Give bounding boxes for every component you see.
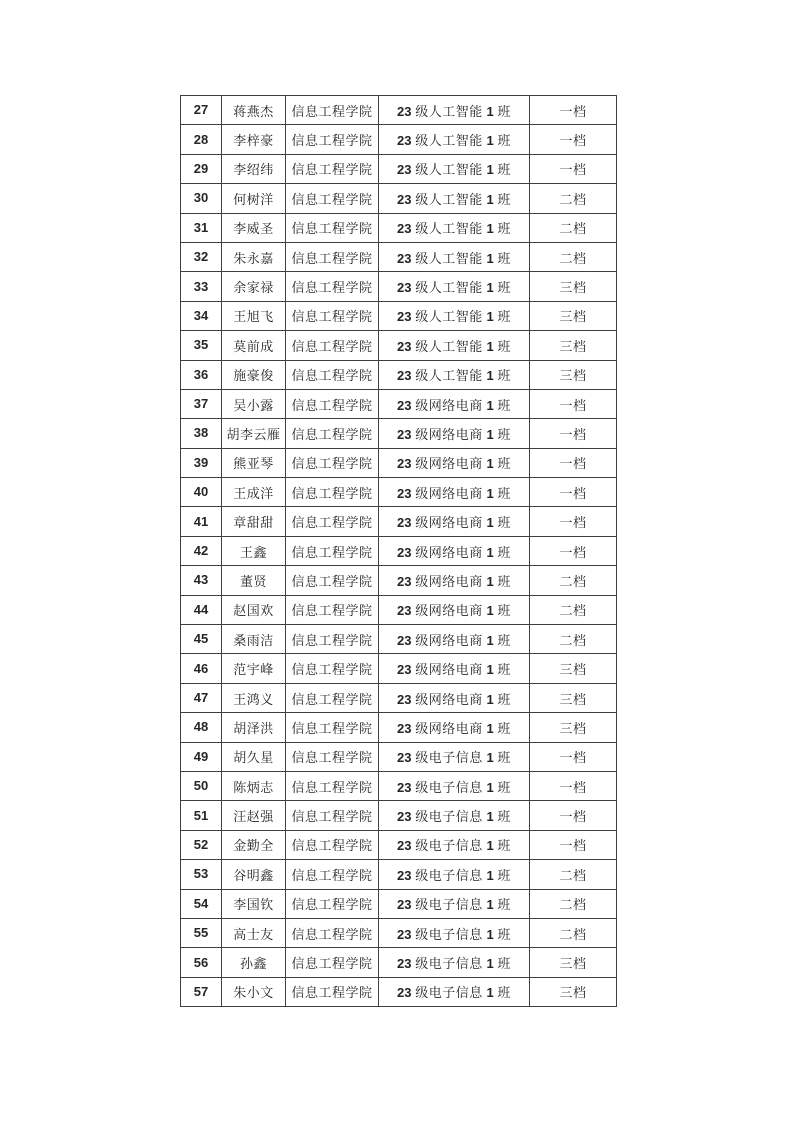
college-name: 信息工程学院	[286, 536, 379, 565]
college-name: 信息工程学院	[286, 566, 379, 595]
row-number: 52	[181, 830, 222, 859]
college-name: 信息工程学院	[286, 801, 379, 830]
table-row	[181, 683, 617, 712]
college-name: 信息工程学院	[286, 360, 379, 389]
student-name: 李绍纬	[222, 154, 286, 183]
student-name: 金勤全	[222, 830, 286, 859]
tier-level: 一档	[530, 771, 617, 800]
class-name: 23 级人工智能 1 班	[379, 213, 530, 242]
tier-level: 二档	[530, 213, 617, 242]
student-name: 李国钦	[222, 889, 286, 918]
table-row	[181, 830, 617, 859]
college-name: 信息工程学院	[286, 125, 379, 154]
tier-level: 一档	[530, 389, 617, 418]
college-name: 信息工程学院	[286, 507, 379, 536]
table-row	[181, 331, 617, 360]
class-name: 23 级电子信息 1 班	[379, 742, 530, 771]
tier-level: 一档	[530, 830, 617, 859]
student-name: 赵国欢	[222, 595, 286, 624]
student-table-body	[181, 96, 617, 1007]
table-row	[181, 154, 617, 183]
college-name: 信息工程学院	[286, 654, 379, 683]
class-name: 23 级人工智能 1 班	[379, 301, 530, 330]
table-row	[181, 771, 617, 800]
class-name: 23 级人工智能 1 班	[379, 96, 530, 125]
row-number: 36	[181, 360, 222, 389]
table-row	[181, 713, 617, 742]
table-row	[181, 272, 617, 301]
college-name: 信息工程学院	[286, 272, 379, 301]
student-name: 胡李云雁	[222, 419, 286, 448]
table-row	[181, 625, 617, 654]
tier-level: 三档	[530, 713, 617, 742]
row-number: 30	[181, 184, 222, 213]
tier-level: 二档	[530, 625, 617, 654]
tier-level: 一档	[530, 742, 617, 771]
table-row	[181, 419, 617, 448]
student-name: 章甜甜	[222, 507, 286, 536]
row-number: 56	[181, 948, 222, 977]
student-name: 施豪俊	[222, 360, 286, 389]
college-name: 信息工程学院	[286, 948, 379, 977]
class-name: 23 级网络电商 1 班	[379, 478, 530, 507]
table-row	[181, 595, 617, 624]
row-number: 39	[181, 448, 222, 477]
class-name: 23 级人工智能 1 班	[379, 154, 530, 183]
class-name: 23 级网络电商 1 班	[379, 507, 530, 536]
student-name: 朱永嘉	[222, 242, 286, 271]
tier-level: 三档	[530, 331, 617, 360]
row-number: 49	[181, 742, 222, 771]
student-name: 孙鑫	[222, 948, 286, 977]
class-name: 23 级电子信息 1 班	[379, 977, 530, 1006]
student-name: 朱小文	[222, 977, 286, 1006]
college-name: 信息工程学院	[286, 860, 379, 889]
table-row	[181, 536, 617, 565]
tier-level: 一档	[530, 801, 617, 830]
table-row	[181, 860, 617, 889]
table-row	[181, 96, 617, 125]
table-row	[181, 301, 617, 330]
class-name: 23 级网络电商 1 班	[379, 448, 530, 477]
student-name: 熊亚琴	[222, 448, 286, 477]
student-name: 胡泽洪	[222, 713, 286, 742]
class-name: 23 级电子信息 1 班	[379, 771, 530, 800]
college-name: 信息工程学院	[286, 889, 379, 918]
student-name: 余家禄	[222, 272, 286, 301]
tier-level: 一档	[530, 507, 617, 536]
table-row	[181, 184, 617, 213]
table-row	[181, 125, 617, 154]
row-number: 50	[181, 771, 222, 800]
student-name: 蒋燕杰	[222, 96, 286, 125]
student-name: 李威圣	[222, 213, 286, 242]
table-row	[181, 242, 617, 271]
student-name: 王鑫	[222, 536, 286, 565]
table-row	[181, 507, 617, 536]
class-name: 23 级电子信息 1 班	[379, 860, 530, 889]
row-number: 44	[181, 595, 222, 624]
table-row	[181, 801, 617, 830]
tier-level: 三档	[530, 977, 617, 1006]
row-number: 34	[181, 301, 222, 330]
class-name: 23 级网络电商 1 班	[379, 683, 530, 712]
table-row	[181, 213, 617, 242]
table-row	[181, 654, 617, 683]
college-name: 信息工程学院	[286, 242, 379, 271]
tier-level: 一档	[530, 478, 617, 507]
student-name: 高士友	[222, 918, 286, 947]
class-name: 23 级网络电商 1 班	[379, 625, 530, 654]
class-name: 23 级网络电商 1 班	[379, 654, 530, 683]
tier-level: 一档	[530, 419, 617, 448]
row-number: 54	[181, 889, 222, 918]
college-name: 信息工程学院	[286, 742, 379, 771]
student-name: 陈炳志	[222, 771, 286, 800]
row-number: 37	[181, 389, 222, 418]
table-row	[181, 478, 617, 507]
row-number: 51	[181, 801, 222, 830]
tier-level: 二档	[530, 889, 617, 918]
tier-level: 一档	[530, 96, 617, 125]
student-tier-table	[180, 95, 617, 1007]
class-name: 23 级网络电商 1 班	[379, 389, 530, 418]
student-name: 王鸿义	[222, 683, 286, 712]
row-number: 33	[181, 272, 222, 301]
class-name: 23 级电子信息 1 班	[379, 830, 530, 859]
class-name: 23 级人工智能 1 班	[379, 331, 530, 360]
row-number: 35	[181, 331, 222, 360]
student-name: 王成洋	[222, 478, 286, 507]
student-name: 桑雨洁	[222, 625, 286, 654]
class-name: 23 级人工智能 1 班	[379, 184, 530, 213]
row-number: 28	[181, 125, 222, 154]
college-name: 信息工程学院	[286, 389, 379, 418]
college-name: 信息工程学院	[286, 625, 379, 654]
class-name: 23 级网络电商 1 班	[379, 595, 530, 624]
table-row	[181, 889, 617, 918]
tier-level: 三档	[530, 654, 617, 683]
tier-level: 二档	[530, 595, 617, 624]
college-name: 信息工程学院	[286, 595, 379, 624]
row-number: 45	[181, 625, 222, 654]
class-name: 23 级人工智能 1 班	[379, 125, 530, 154]
class-name: 23 级人工智能 1 班	[379, 360, 530, 389]
tier-level: 三档	[530, 948, 617, 977]
tier-level: 一档	[530, 536, 617, 565]
class-name: 23 级人工智能 1 班	[379, 272, 530, 301]
class-name: 23 级网络电商 1 班	[379, 419, 530, 448]
student-name: 胡久星	[222, 742, 286, 771]
tier-level: 二档	[530, 918, 617, 947]
tier-level: 一档	[530, 154, 617, 183]
student-name: 李梓豪	[222, 125, 286, 154]
tier-level: 三档	[530, 301, 617, 330]
table-row	[181, 360, 617, 389]
row-number: 29	[181, 154, 222, 183]
college-name: 信息工程学院	[286, 771, 379, 800]
student-name: 范宇峰	[222, 654, 286, 683]
college-name: 信息工程学院	[286, 184, 379, 213]
class-name: 23 级电子信息 1 班	[379, 889, 530, 918]
row-number: 55	[181, 918, 222, 947]
row-number: 40	[181, 478, 222, 507]
table-row	[181, 742, 617, 771]
row-number: 47	[181, 683, 222, 712]
college-name: 信息工程学院	[286, 830, 379, 859]
college-name: 信息工程学院	[286, 448, 379, 477]
class-name: 23 级网络电商 1 班	[379, 536, 530, 565]
college-name: 信息工程学院	[286, 918, 379, 947]
class-name: 23 级人工智能 1 班	[379, 242, 530, 271]
student-name: 王旭飞	[222, 301, 286, 330]
table-row	[181, 977, 617, 1006]
tier-level: 二档	[530, 242, 617, 271]
row-number: 38	[181, 419, 222, 448]
class-name: 23 级电子信息 1 班	[379, 948, 530, 977]
college-name: 信息工程学院	[286, 419, 379, 448]
tier-level: 三档	[530, 272, 617, 301]
tier-level: 一档	[530, 448, 617, 477]
college-name: 信息工程学院	[286, 154, 379, 183]
class-name: 23 级网络电商 1 班	[379, 566, 530, 595]
table-row	[181, 448, 617, 477]
student-name: 谷明鑫	[222, 860, 286, 889]
college-name: 信息工程学院	[286, 96, 379, 125]
table-row	[181, 566, 617, 595]
tier-level: 二档	[530, 860, 617, 889]
college-name: 信息工程学院	[286, 478, 379, 507]
tier-level: 二档	[530, 184, 617, 213]
student-name: 吴小露	[222, 389, 286, 418]
row-number: 53	[181, 860, 222, 889]
row-number: 42	[181, 536, 222, 565]
college-name: 信息工程学院	[286, 683, 379, 712]
row-number: 41	[181, 507, 222, 536]
tier-level: 二档	[530, 566, 617, 595]
college-name: 信息工程学院	[286, 977, 379, 1006]
student-name: 汪赵强	[222, 801, 286, 830]
tier-level: 三档	[530, 683, 617, 712]
tier-level: 一档	[530, 125, 617, 154]
college-name: 信息工程学院	[286, 331, 379, 360]
college-name: 信息工程学院	[286, 301, 379, 330]
row-number: 48	[181, 713, 222, 742]
table-row	[181, 948, 617, 977]
college-name: 信息工程学院	[286, 213, 379, 242]
table-row	[181, 918, 617, 947]
table-row	[181, 389, 617, 418]
row-number: 57	[181, 977, 222, 1006]
row-number: 43	[181, 566, 222, 595]
class-name: 23 级电子信息 1 班	[379, 918, 530, 947]
row-number: 31	[181, 213, 222, 242]
college-name: 信息工程学院	[286, 713, 379, 742]
row-number: 27	[181, 96, 222, 125]
student-name: 何树洋	[222, 184, 286, 213]
student-name: 莫前成	[222, 331, 286, 360]
class-name: 23 级电子信息 1 班	[379, 801, 530, 830]
tier-level: 三档	[530, 360, 617, 389]
row-number: 32	[181, 242, 222, 271]
class-name: 23 级网络电商 1 班	[379, 713, 530, 742]
student-name: 董贤	[222, 566, 286, 595]
row-number: 46	[181, 654, 222, 683]
